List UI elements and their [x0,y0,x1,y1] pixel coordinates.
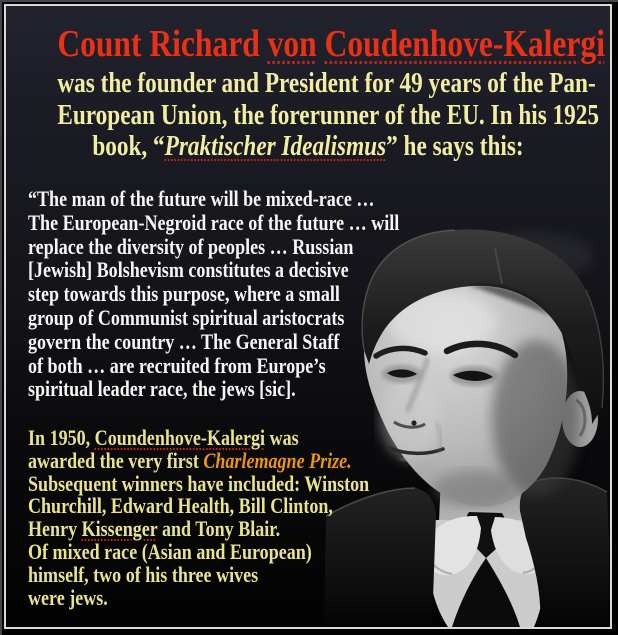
intro-line-3: book, “Praktischer Idealismus” he says this: [92,131,524,162]
footer-line-2: awarded the very first Charlemagne Prize. [28,447,352,473]
quote-line: “The man of the future will be mixed-race … [28,186,375,211]
page-title [57,23,605,65]
quote-line: govern the country … The General Staff [28,328,340,354]
intro-paragraph [57,68,600,163]
footer-line-1: In 1950, Coundenhove-Kalergi was [28,425,299,450]
charlemagne-prize-text: Charlemagne Prize. [203,447,352,473]
quote-line: step towards this purpose, where a small [28,281,340,307]
footer-line-4: Churchill, Edward Health, Bill Clinton, [28,493,333,519]
footer-line-6: Of mixed race (Asian and European) [28,538,312,564]
footer-line-3: Subsequent winners have included: Winston [28,470,370,496]
footer-line-7: himself, two of his three wives [28,561,259,587]
quote-line: [Jewish] Bolshevism constitutes a decisive [28,257,349,283]
footer-underlined-kissenger: Kissenger [81,516,158,542]
intro-line-1: was the founder and President for 49 years of the Pan- [57,68,596,99]
quote-line: of both … are recruited from Europe’s [28,352,326,378]
intro-line-2: European Union, the forerunner of the EU. In his 1925 [57,99,600,131]
frame-border [4,4,612,629]
title-text: Count Richard [57,23,268,65]
book-title: Praktischer Idealismus [164,131,387,162]
footer-underlined-surname: Coundenhove-Kalergi [94,425,266,450]
footer-line-5: Henry Kissenger and Tony Blair. [28,516,281,542]
quote-line: The European-Negroid race of the future … will [28,209,400,235]
title-underlined-von: von [267,23,317,65]
footer-paragraph [28,427,369,609]
footer-line-8: were jews. [28,584,108,610]
title-underlined-surname: Coudenhove-Kalergi [324,23,605,65]
quote-line: spiritual leader race, the jews [sic]. [28,376,296,402]
quote-line: group of Communist spiritual aristocrats [28,304,345,330]
quote-line: replace the diversity of peoples … Russian [28,233,354,259]
